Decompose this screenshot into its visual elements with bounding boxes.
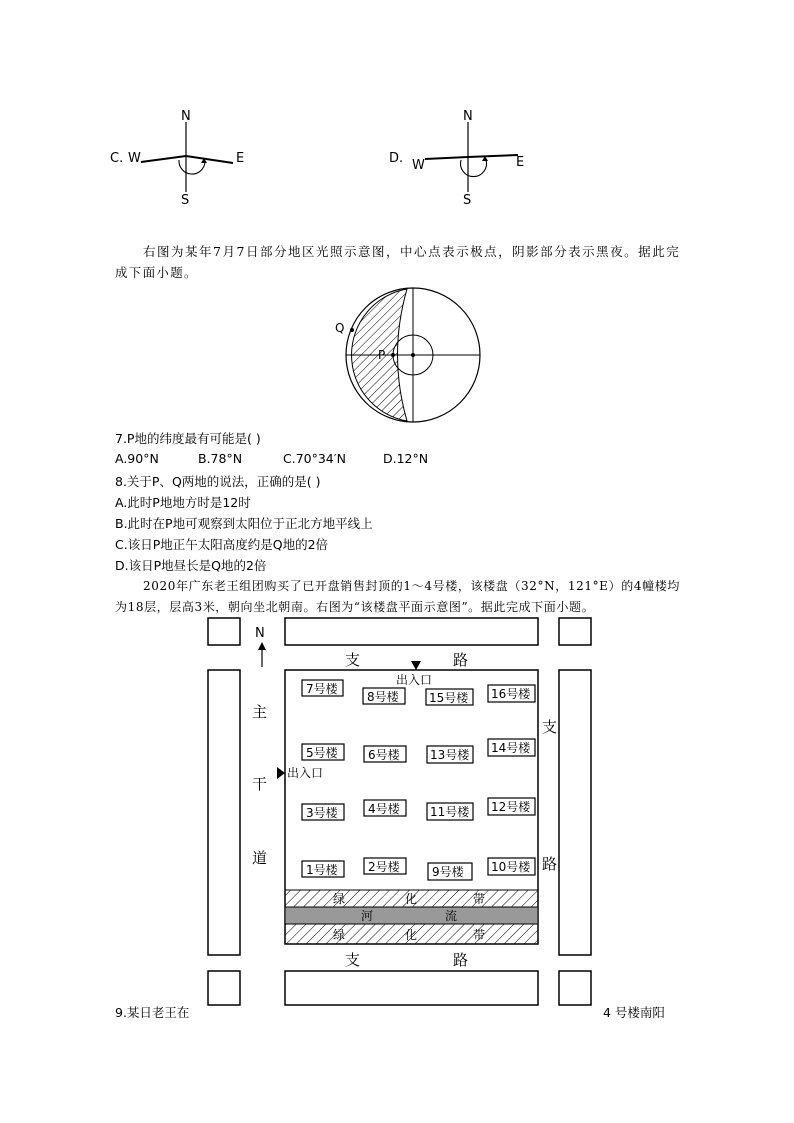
site-plan-svg [207, 617, 592, 1007]
compass-d-s: S [463, 193, 472, 208]
right-road-1: 支 [542, 718, 558, 736]
q8-option-a: A.此时P地地方时是12时 [115, 495, 251, 510]
building-2: 2号楼 [368, 860, 400, 874]
building-13: 13号楼 [430, 748, 470, 762]
q7-option-a: A.90°N [115, 451, 159, 466]
q7-stem: 7.P地的纬度最有可能是( ) [115, 431, 261, 446]
green-belt-bottom-1: 绿 [333, 928, 346, 942]
top-road-1: 支 [345, 651, 361, 669]
compass-d-w: W [412, 158, 425, 173]
q8-option-c: C.该日P地正午太阳高度约是Q地的2倍 [115, 537, 329, 552]
building-7: 7号楼 [306, 682, 338, 696]
compass-d-option: D. [389, 151, 404, 166]
building-4: 4号楼 [368, 802, 400, 816]
compass-d-diagram [385, 100, 535, 210]
green-belt-top-1: 绿 [333, 892, 346, 906]
building-11: 11号楼 [430, 805, 470, 819]
building-10: 10号楼 [491, 860, 531, 874]
q-label: Q [335, 321, 345, 335]
bottom-road-2: 路 [453, 951, 469, 969]
q8-option-b: B.此时在P地可观察到太阳位于正北方地平线上 [115, 516, 373, 531]
top-road-2: 路 [453, 651, 469, 669]
compass-c-e: E [236, 151, 245, 166]
polar-light-svg [328, 286, 488, 426]
compass-option-d [385, 100, 535, 210]
green-belt-bottom-2: 化 [405, 928, 418, 942]
building-1: 1号楼 [306, 863, 338, 877]
q7-option-b: B.78°N [198, 451, 243, 466]
right-road-2: 路 [542, 855, 558, 873]
building-12: 12号楼 [491, 800, 531, 814]
q8-stem: 8.关于P、Q两地的说法，正确的是( ) [115, 474, 321, 489]
compass-option-c [105, 100, 255, 210]
building-14: 14号楼 [491, 741, 531, 755]
compass-c-diagram [105, 100, 255, 210]
q9-stem-left: 9.某日老王在 [115, 1005, 190, 1020]
q8-option-d: D.该日P地昼长是Q地的2倍 [115, 558, 267, 573]
green-belt-bottom-3: 带 [473, 928, 486, 942]
map-north: N [255, 626, 265, 641]
q7-option-c: C.70°34′N [283, 451, 346, 466]
compass-c-s: S [181, 193, 190, 208]
building-16: 16号楼 [491, 687, 531, 701]
bottom-road-1: 支 [345, 951, 361, 969]
intro-q7-q8: 右图为某年7月7日部分地区光照示意图，中心点表示极点，阴影部分表示黑夜。据此完成下面小题。 [115, 244, 680, 280]
compass-c-n: N [181, 109, 191, 124]
intro-q9: 2020年广东老王组团购买了已开盘销售封顶的1～4号楼，该楼盘（32°N，121°E）的4幢楼均为18层，层高3米，朝向坐北朝南。右图为“该楼盘平面示意图”。据此完成下面小题。 [115, 579, 680, 614]
building-8: 8号楼 [367, 690, 399, 704]
compass-c-option: C. [110, 151, 124, 166]
building-9: 9号楼 [432, 865, 464, 879]
q7-option-d: D.12°N [383, 451, 429, 466]
building-3: 3号楼 [306, 806, 338, 820]
compass-c-w: W [128, 151, 141, 166]
entrance-left: 出入口 [287, 766, 324, 780]
left-road-1: 主 [252, 703, 268, 721]
river-2: 流 [445, 909, 458, 923]
left-road-3: 道 [252, 849, 268, 867]
building-15: 15号楼 [429, 691, 469, 705]
river-1: 河 [361, 909, 374, 923]
entrance-top: 出入口 [396, 673, 433, 687]
left-road-2: 干 [252, 775, 268, 793]
q9-stem-right: 4 号楼南阳 [603, 1005, 665, 1020]
green-belt-top-3: 带 [473, 892, 486, 906]
p-label: P [378, 348, 386, 362]
polar-light-diagram [328, 286, 488, 426]
building-6: 6号楼 [368, 748, 400, 762]
compass-d-e: E [516, 155, 525, 170]
green-belt-top-2: 化 [405, 892, 418, 906]
compass-d-n: N [463, 109, 473, 124]
building-5: 5号楼 [306, 746, 338, 760]
site-plan-map [207, 617, 592, 1007]
